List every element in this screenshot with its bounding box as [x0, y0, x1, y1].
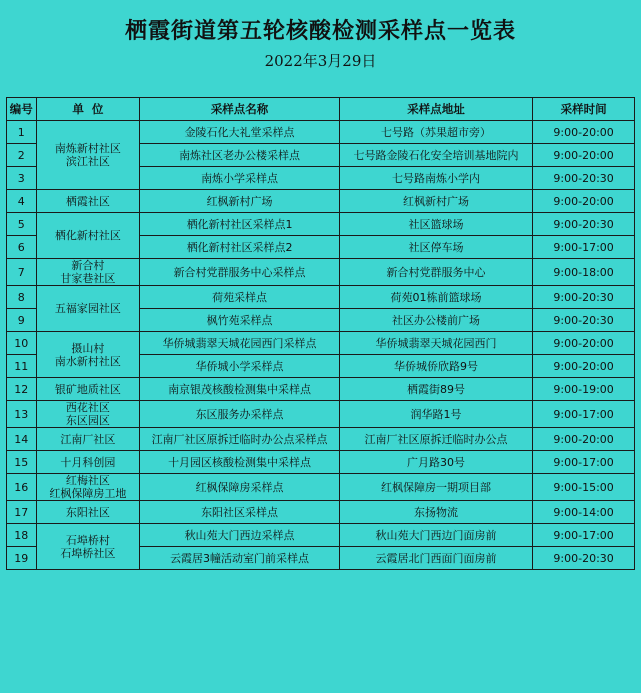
sampling-time: 9:00-17:00 [533, 524, 635, 547]
sampling-point-address: 社区办公楼前广场 [339, 309, 532, 332]
unit-name: 摄山村 [71, 341, 105, 355]
row-number: 14 [7, 428, 37, 451]
sampling-time: 9:00-19:00 [533, 378, 635, 401]
sampling-point-name: 华侨城翡翠天城花园西门采样点 [140, 332, 339, 355]
sampling-point-name: 南炼社区老办公楼采样点 [140, 144, 339, 167]
sampling-points-table [6, 97, 635, 570]
sampling-point-name: 红枫保障房采样点 [140, 474, 339, 501]
sampling-point-address: 栖霞街89号 [339, 378, 532, 401]
unit-name: 银矿地质社区 [54, 382, 121, 396]
sampling-point-address: 红枫保障房一期项目部 [339, 474, 532, 501]
sampling-point-name: 秋山苑大门西边采样点 [140, 524, 339, 547]
row-number: 5 [7, 213, 37, 236]
sampling-point-address: 江南厂社区原拆迁临时办公点 [339, 428, 532, 451]
sampling-time: 9:00-14:00 [533, 501, 635, 524]
unit-name: 东阳社区 [65, 505, 110, 519]
sampling-time: 9:00-20:00 [533, 332, 635, 355]
sampling-point-address: 华侨城侨欣路9号 [339, 355, 532, 378]
table-row [7, 501, 635, 524]
sampling-point-name: 新合村党群服务中心采样点 [140, 259, 339, 286]
sampling-point-name: 荷苑采样点 [140, 286, 339, 309]
unit-cell [36, 259, 140, 286]
unit-name: 南水新村社区 [54, 354, 121, 368]
header-address: 采样点地址 [339, 98, 532, 121]
row-number: 11 [7, 355, 37, 378]
header-name: 采样点名称 [140, 98, 339, 121]
sampling-point-address: 秋山苑大门西边门面房前 [339, 524, 532, 547]
unit-name: 滨江社区 [65, 155, 110, 168]
row-number: 16 [7, 474, 37, 501]
unit-name: 红梅社区 [65, 474, 110, 487]
table-body [7, 121, 635, 570]
unit-name: 南炼新村社区 [54, 142, 121, 155]
unit-cell [36, 190, 140, 213]
sampling-point-name: 江南厂社区原拆迁临时办公点采样点 [140, 428, 339, 451]
table-row [7, 428, 635, 451]
table-row [7, 332, 635, 355]
table-header-row [7, 98, 635, 121]
sampling-point-address: 七号路南炼小学内 [339, 167, 532, 190]
table-row [7, 121, 635, 144]
row-number: 1 [7, 121, 37, 144]
unit-cell [36, 451, 140, 474]
sampling-point-address: 新合村党群服务中心 [339, 259, 532, 286]
sampling-time: 9:00-20:30 [533, 167, 635, 190]
table-row [7, 190, 635, 213]
row-number: 9 [7, 309, 37, 332]
sampling-point-address: 润华路1号 [339, 401, 532, 428]
sampling-time: 9:00-20:00 [533, 121, 635, 144]
unit-cell [36, 286, 140, 332]
table-row [7, 524, 635, 547]
sampling-time: 9:00-20:30 [533, 213, 635, 236]
sampling-point-name: 枫竹苑采样点 [140, 309, 339, 332]
row-number: 2 [7, 144, 37, 167]
page-title: 栖霞街道第五轮核酸检测采样点一览表 [124, 19, 516, 44]
header-no: 编号 [7, 98, 37, 121]
sampling-point-name: 南炼小学采样点 [140, 167, 339, 190]
table-row [7, 259, 635, 286]
table-row [7, 286, 635, 309]
sampling-point-address: 广月路30号 [339, 451, 532, 474]
row-number: 12 [7, 378, 37, 401]
sampling-time: 9:00-17:00 [533, 401, 635, 428]
row-number: 10 [7, 332, 37, 355]
row-number: 18 [7, 524, 37, 547]
unit-cell [36, 378, 140, 401]
sampling-point-name: 云霞居3幢活动室门前采样点 [140, 547, 339, 570]
sampling-time: 9:00-18:00 [533, 259, 635, 286]
table-row [7, 451, 635, 474]
sampling-time: 9:00-20:00 [533, 144, 635, 167]
row-number: 6 [7, 236, 37, 259]
sampling-time: 9:00-20:00 [533, 190, 635, 213]
sampling-point-address: 云霞居北门西面门面房前 [339, 547, 532, 570]
unit-name: 红枫保障房工地 [49, 487, 127, 500]
unit-cell [36, 474, 140, 501]
header-time: 采样时间 [533, 98, 635, 121]
sampling-time: 9:00-20:00 [533, 355, 635, 378]
sampling-time: 9:00-17:00 [533, 451, 635, 474]
sampling-point-name: 东阳社区采样点 [140, 501, 339, 524]
table-row [7, 474, 635, 501]
row-number: 15 [7, 451, 37, 474]
sampling-time: 9:00-20:30 [533, 309, 635, 332]
sampling-point-address: 七号路金陵石化安全培训基地院内 [339, 144, 532, 167]
row-number: 19 [7, 547, 37, 570]
page-date: 2022年3月29日 [264, 52, 377, 70]
sampling-time: 9:00-15:00 [533, 474, 635, 501]
unit-name: 新合村 [71, 259, 105, 272]
unit-name: 栖霞社区 [65, 194, 110, 208]
sampling-point-name: 红枫新村广场 [140, 190, 339, 213]
table-row [7, 401, 635, 428]
unit-name: 十月科创园 [60, 455, 116, 469]
sampling-point-name: 栖化新村社区采样点2 [140, 236, 339, 259]
unit-name: 甘家巷社区 [60, 272, 116, 285]
unit-name: 栖化新村社区 [54, 229, 121, 242]
header-unit: 单 位 [36, 98, 140, 121]
table-row [7, 213, 635, 236]
sampling-time: 9:00-17:00 [533, 236, 635, 259]
unit-cell [36, 121, 140, 190]
row-number: 3 [7, 167, 37, 190]
unit-name: 石埠桥社区 [60, 546, 116, 560]
sampling-point-address: 荷苑01栋前篮球场 [339, 286, 532, 309]
unit-name: 五福家园社区 [54, 302, 121, 315]
unit-name: 石埠桥村 [65, 533, 110, 547]
sampling-point-name: 华侨城小学采样点 [140, 355, 339, 378]
unit-cell [36, 332, 140, 378]
unit-cell [36, 213, 140, 259]
row-number: 8 [7, 286, 37, 309]
sampling-time: 9:00-20:30 [533, 286, 635, 309]
row-number: 13 [7, 401, 37, 428]
sampling-point-name: 栖化新村社区采样点1 [140, 213, 339, 236]
table-row [7, 378, 635, 401]
unit-name: 江南厂社区 [60, 432, 116, 446]
sampling-point-address: 华侨城翡翠天城花园西门 [339, 332, 532, 355]
unit-cell [36, 524, 140, 570]
unit-name: 东区园区 [65, 414, 110, 427]
row-number: 7 [7, 259, 37, 286]
sampling-point-address: 社区停车场 [339, 236, 532, 259]
unit-cell [36, 501, 140, 524]
sampling-point-address: 社区篮球场 [339, 213, 532, 236]
row-number: 17 [7, 501, 37, 524]
sampling-time: 9:00-20:30 [533, 547, 635, 570]
sampling-point-name: 金陵石化大礼堂采样点 [140, 121, 339, 144]
sampling-point-address: 红枫新村广场 [339, 190, 532, 213]
sampling-point-address: 七号路（苏果超市旁） [339, 121, 532, 144]
sampling-time: 9:00-20:00 [533, 428, 635, 451]
unit-name: 西花社区 [65, 401, 110, 414]
unit-cell [36, 401, 140, 428]
sampling-point-name: 十月园区核酸检测集中采样点 [140, 451, 339, 474]
sampling-point-name: 东区服务办采样点 [140, 401, 339, 428]
row-number: 4 [7, 190, 37, 213]
sampling-point-name: 南京银茂核酸检测集中采样点 [140, 378, 339, 401]
unit-cell [36, 428, 140, 451]
sampling-point-address: 东扬物流 [339, 501, 532, 524]
